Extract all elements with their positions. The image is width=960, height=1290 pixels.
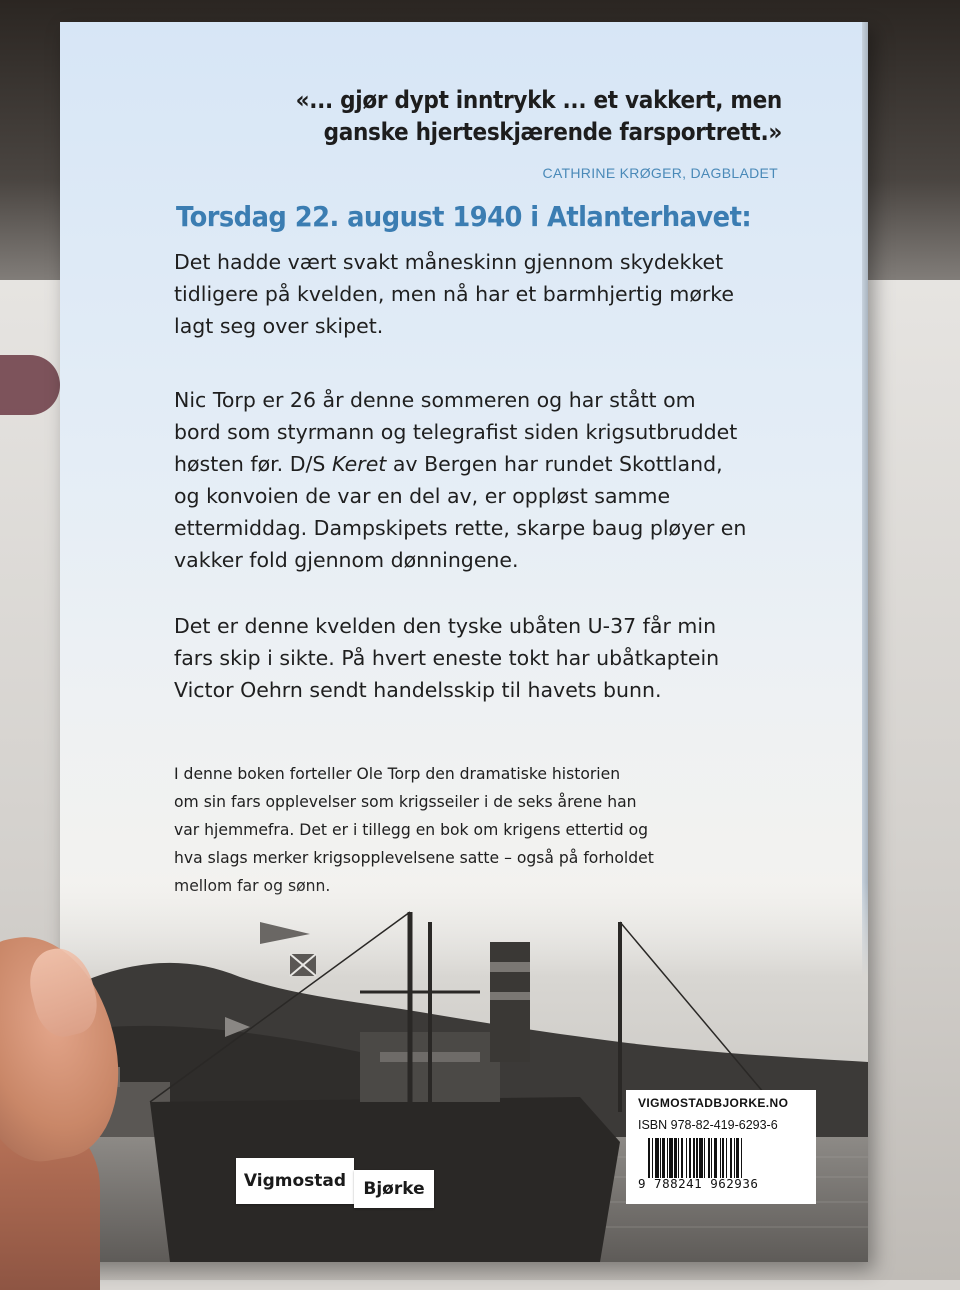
text-segment: av Bergen har rundet Skottland,: [386, 452, 723, 476]
text-line: ettermiddag. Dampskipets rette, skarpe baug pløyer en: [174, 516, 747, 540]
barcode-bar: [742, 1138, 743, 1178]
isbn-number: ISBN 978-82-419-6293-6: [638, 1118, 778, 1132]
background-object: [0, 355, 60, 415]
blurb-line: om sin fars opplevelser som krigsseiler i de seks årene han: [174, 793, 637, 811]
text-line: bord som styrmann og telegrafist siden krigsutbruddet: [174, 420, 738, 444]
text-line: Victor Oehrn sendt handelsskip til havets bunn.: [174, 678, 662, 702]
text-line: vakker fold gjennom dønningene.: [174, 548, 519, 572]
book-back-cover: [60, 22, 868, 1262]
isbn-block: [626, 1090, 816, 1204]
barcode: [648, 1138, 806, 1178]
section-heading: Torsdag 22. august 1940 i Atlanterhavet:: [176, 200, 752, 233]
text-line: tidligere på kvelden, men nå har et barmhjertig mørke: [174, 282, 735, 306]
text-line: fars skip i sikte. På hvert eneste tokt har ubåtkaptein: [174, 646, 720, 670]
blurb-line: I denne boken forteller Ole Torp den dramatiske historien: [174, 765, 621, 783]
blurb-line: var hjemmefra. Det er i tillegg en bok om krigens ettertid og: [174, 821, 649, 839]
publisher-logo-bjorke: Bjørke: [354, 1170, 434, 1208]
ship-photograph: [60, 882, 868, 1262]
paragraph-1: [174, 246, 868, 342]
blurb-line: hva slags merker krigsopplevelsene satte – også på forholdet: [174, 849, 654, 867]
text-line: Nic Torp er 26 år denne sommeren og har stått om: [174, 388, 696, 412]
text-line: [174, 448, 868, 480]
review-quote: [296, 84, 782, 148]
publisher-url: VIGMOSTADBJORKE.NO: [638, 1096, 789, 1110]
quote-line: «... gjør dypt inntrykk ... et vakkert, men: [295, 86, 782, 114]
book-blurb: [174, 760, 854, 900]
text-line: Det hadde vært svakt måneskinn gjennom skydekket: [174, 250, 724, 274]
text-line: Det er denne kvelden den tyske ubåten U-37 får min: [174, 614, 717, 638]
paragraph-3: [174, 610, 868, 706]
publisher-logo-vigmostad: Vigmostad: [236, 1158, 354, 1204]
quote-source: CATHRINE KRØGER, DAGBLADET: [542, 165, 778, 181]
ship-name: Keret: [331, 452, 387, 476]
paragraph-2: [174, 384, 868, 576]
barcode-digits: 9 788241 962936: [638, 1176, 759, 1191]
text-segment: høsten før. D/S: [174, 452, 332, 476]
quote-line: ganske hjerteskjærende farsportrett.»: [323, 118, 782, 146]
text-line: lagt seg over skipet.: [174, 314, 384, 338]
text-line: og konvoien de var en del av, er oppløst samme: [174, 484, 671, 508]
